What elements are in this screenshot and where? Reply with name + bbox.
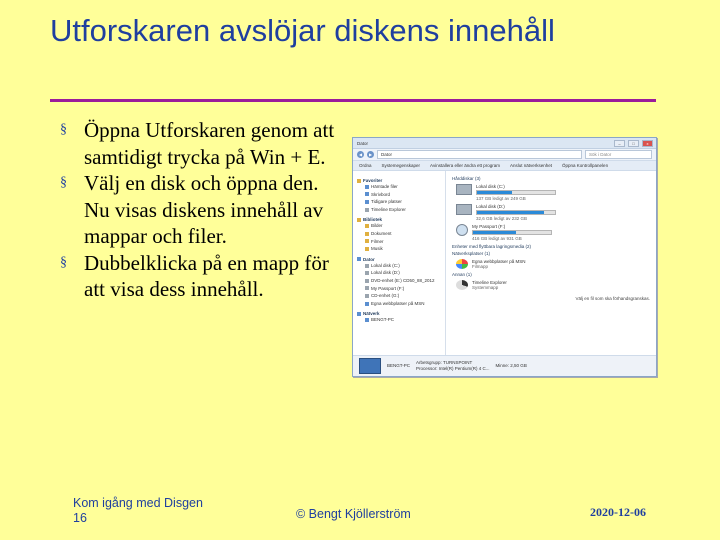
drive-free-space: 32,6 GB ledigt av 232 GB xyxy=(476,216,528,221)
drive-usage-bar xyxy=(472,230,552,235)
msn-icon xyxy=(456,259,468,269)
drive-icon xyxy=(365,271,369,275)
bullet-marker: § xyxy=(60,122,67,137)
folder-icon xyxy=(365,200,369,204)
computer-icon xyxy=(357,257,361,261)
drive-usage-fill xyxy=(477,211,544,214)
bullet-item xyxy=(60,117,340,170)
nav-item-label: Egna webbplatser på MSN xyxy=(371,300,425,306)
details-memory: Minne: 2,50 GB xyxy=(495,363,527,368)
nav-item-label: Filmer xyxy=(371,238,384,244)
drive-usage-bar xyxy=(476,210,556,215)
web-folder-icon xyxy=(365,302,369,306)
nav-item[interactable] xyxy=(357,230,445,238)
drive-usage-fill xyxy=(473,231,516,234)
folder-icon xyxy=(365,247,369,251)
cmd-map-network-drive[interactable]: Anslut nätverksenhet xyxy=(510,163,553,168)
drive-name: My Passport (F:) xyxy=(472,224,506,229)
maximize-button[interactable]: □ xyxy=(628,140,639,147)
content-pane xyxy=(446,171,656,355)
nav-item-label: BENGT-PC xyxy=(371,317,395,323)
footer-course xyxy=(73,496,203,526)
drive-usage-fill xyxy=(477,191,512,194)
footer-author: © Bengt Kjöllerström xyxy=(296,507,411,521)
nav-item[interactable] xyxy=(357,292,445,300)
nav-item-label: Tidigare platser xyxy=(371,199,402,205)
nav-item[interactable] xyxy=(357,238,445,246)
details-processor: Processor: Intel(R) Pentium(R) 4 C... xyxy=(416,366,490,371)
bullet-text: Välj en disk och öppna den. Nu visas diskens innehåll av mappar och filer. xyxy=(84,171,324,248)
hard-drive-icon xyxy=(456,204,472,215)
computer-icon xyxy=(365,318,369,322)
navigation-pane xyxy=(353,171,446,355)
nav-item[interactable] xyxy=(357,277,445,285)
forward-arrow-icon[interactable]: ▶ xyxy=(368,152,373,157)
app-icon xyxy=(365,208,369,212)
drive-icon xyxy=(365,264,369,268)
nav-item-label: CD-enhet (G:) xyxy=(371,293,400,299)
explorer-window-title: Dator xyxy=(357,140,369,146)
address-bar[interactable] xyxy=(377,150,582,159)
star-icon xyxy=(357,179,361,183)
drive-free-space: 137 GB ledigt av 249 GB xyxy=(476,196,526,201)
back-arrow-icon[interactable]: ◀ xyxy=(358,152,363,157)
other-item-name: Timeline Explorer xyxy=(472,280,507,285)
cmd-uninstall[interactable]: Avinstallera eller ändra ett program xyxy=(430,163,500,168)
details-workgroup: Arbetsgrupp: TURNSPOINT xyxy=(416,360,473,365)
section-hard-drives[interactable]: Hårddiskar (3) xyxy=(452,176,481,181)
search-input[interactable] xyxy=(585,150,652,159)
title-divider xyxy=(50,99,656,102)
cmd-control-panel[interactable]: Öppna Kontrollpanelen xyxy=(562,163,609,168)
section-network-locations[interactable]: Nätverksplatser (1) xyxy=(452,251,491,256)
drive-name: Lokal disk (D:) xyxy=(476,204,505,209)
address-text: Dator xyxy=(381,152,393,157)
footer-course-name: Kom igång med Disgen xyxy=(73,496,203,510)
nav-item-label: Skrivbord xyxy=(371,191,391,197)
nav-item[interactable] xyxy=(357,300,445,308)
search-placeholder: Sök i Dator xyxy=(589,152,612,157)
folder-icon xyxy=(365,192,369,196)
network-place-name: Egna webbplatser på MSN xyxy=(472,259,526,264)
cd-icon xyxy=(365,294,369,298)
bullet-text: Dubbelklicka på en mapp för att visa dess innehåll. xyxy=(84,250,329,301)
slide-number: 16 xyxy=(73,511,87,525)
command-bar xyxy=(353,160,656,171)
nav-item-label: Musik xyxy=(371,246,383,252)
nav-item[interactable] xyxy=(357,198,445,206)
bullet-text: Öppna Utforskaren genom att samtidigt trycka på Win + E. xyxy=(84,118,335,169)
nav-item[interactable] xyxy=(357,316,445,324)
external-drive-icon xyxy=(456,224,468,236)
nav-group-label: Bibliotek xyxy=(363,217,383,223)
close-button[interactable]: x xyxy=(642,140,653,147)
cmd-organize[interactable]: Ordna xyxy=(359,163,372,168)
drive-free-space: 416 GB ledigt av 931 GB xyxy=(472,236,522,241)
explorer-titlebar xyxy=(353,138,656,149)
drive-item[interactable] xyxy=(456,184,656,201)
nav-group-label: Favoriter xyxy=(363,178,383,183)
nav-item[interactable] xyxy=(357,262,445,270)
library-icon xyxy=(357,218,361,222)
network-icon xyxy=(357,312,361,316)
slide-title: Utforskaren avslöjar diskens innehåll xyxy=(50,13,555,48)
nav-group-label: Dator xyxy=(363,256,375,262)
drive-usage-bar xyxy=(476,190,556,195)
drive-icon xyxy=(365,286,369,290)
bullet-marker: § xyxy=(60,175,67,190)
nav-item-label: Bilder xyxy=(371,223,383,229)
nav-item[interactable] xyxy=(357,206,445,214)
timeline-explorer-icon xyxy=(456,280,468,290)
explorer-screenshot xyxy=(352,137,657,377)
nav-item-label: Lokal disk (D:) xyxy=(371,270,400,276)
folder-icon xyxy=(365,239,369,243)
nav-item[interactable] xyxy=(357,222,445,230)
computer-icon xyxy=(359,358,381,374)
explorer-body xyxy=(353,171,656,355)
drive-item[interactable] xyxy=(456,204,656,221)
bullet-list xyxy=(60,117,340,303)
dvd-icon xyxy=(365,279,369,283)
folder-icon xyxy=(365,224,369,228)
network-place-sub: Filmapp xyxy=(472,264,489,269)
hard-drive-icon xyxy=(456,184,472,195)
folder-icon xyxy=(365,232,369,236)
nav-item[interactable] xyxy=(357,191,445,199)
section-removable[interactable]: Enheter med flyttbara lagringsmedia (2) xyxy=(452,244,532,249)
details-computer: BENGT-PC xyxy=(387,363,411,368)
nav-item-label: Lokal disk (C:) xyxy=(371,262,400,268)
nav-item-label: My Passport (F:) xyxy=(371,285,405,291)
nav-item-label: Hämtade filer xyxy=(371,184,398,189)
cmd-system-properties[interactable]: Systemegenskaper xyxy=(381,163,421,168)
window-controls xyxy=(614,140,653,147)
section-other[interactable]: Annan (1) xyxy=(452,272,472,277)
minimize-button[interactable]: – xyxy=(614,140,625,147)
network-place-item[interactable] xyxy=(456,259,656,269)
nav-item-label: DVD-enhet (E:) CD50_88_2012 xyxy=(371,277,435,283)
footer-date: 2020-12-06 xyxy=(590,505,646,519)
nav-item[interactable] xyxy=(357,269,445,277)
folder-icon xyxy=(365,185,369,189)
nav-item-label: Dokument xyxy=(371,230,392,236)
nav-group-label: Nätverk xyxy=(363,311,380,317)
details-pane xyxy=(353,355,656,376)
nav-item-label: Timeline Explorer xyxy=(371,206,406,212)
drive-name: Lokal disk (C:) xyxy=(476,184,505,189)
nav-item[interactable] xyxy=(357,183,445,191)
preview-pane-note: Välj en fil som ska förhandsgranskas. xyxy=(575,296,650,301)
other-item-sub: Systemmapp xyxy=(472,285,499,290)
nav-item[interactable] xyxy=(357,285,445,293)
nav-item[interactable] xyxy=(357,245,445,253)
address-row xyxy=(353,149,656,160)
drive-item[interactable] xyxy=(456,224,656,241)
bullet-marker: § xyxy=(60,254,67,270)
bullet-item xyxy=(60,250,340,303)
other-item[interactable] xyxy=(456,280,656,290)
bullet-item xyxy=(60,170,340,250)
